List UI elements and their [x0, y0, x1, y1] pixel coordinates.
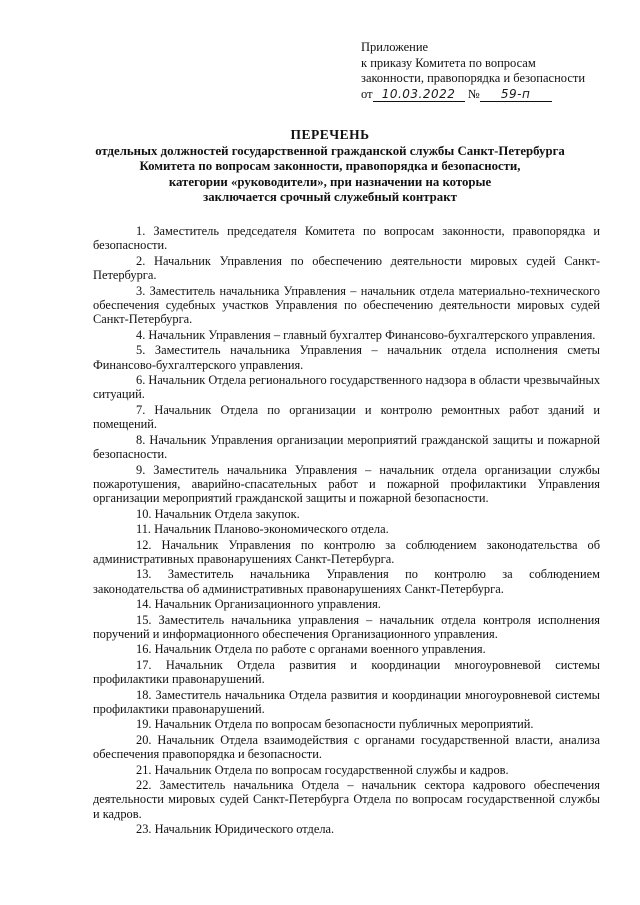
list-item: 16. Начальник Отдела по работе с органами военного управления. [136, 642, 486, 657]
list-item: 4. Начальник Управления – главный бухгалтер Финансово-бухгалтерского управления. [136, 327, 596, 342]
list-item: 17. Начальник Отдела развития и координации многоуровневой системы профилактики правонарушений. [93, 657, 600, 687]
title-line-3: категории «руководители», при назначении на которые [168, 174, 492, 189]
list-item: 8. Начальник Управления организации мероприятий гражданской защиты и пожарной безопасности. [93, 432, 600, 462]
list-item: 10. Начальник Отдела закупок. [136, 506, 300, 521]
number-sign: № [467, 86, 480, 101]
appendix-committee-ref: законности, правопорядка и безопасности [361, 71, 586, 85]
list-item: 18. Заместитель начальника Отдела развития и координации многоуровневой системы профилактики правонарушений. [93, 687, 600, 716]
appendix-header [361, 40, 611, 102]
list-item: 21. Начальник Отдела по вопросам государственной службы и кадров. [136, 762, 509, 777]
list-item: 22. Заместитель начальника Отдела – начальник сектора кадрового обеспечения деятельности мировых судей Санкт-Петербурга Отдела по вопросам государственной службы и кадров. [93, 778, 600, 821]
list-item: 1. Заместитель председателя Комитета по вопросам законности, правопорядка и безопасности. [93, 224, 600, 253]
title-line-2: Комитета по вопросам законности, правопорядка и безопасности, [139, 159, 521, 174]
list-item: 6. Начальник Отдела регионального государственного надзора в области чрезвычайных ситуаций. [93, 373, 601, 402]
list-item: 11. Начальник Планово-экономического отдела. [136, 522, 389, 537]
list-item: 15. Заместитель начальника управления – начальник отдела контроля исполнения поручений и информационного обеспечения Организационного управления. [93, 612, 600, 641]
appendix-order-ref: к приказу Комитета по вопросам [361, 55, 536, 70]
list-item: 9. Заместитель начальника Управления – начальник отдела организации службы пожаротушения, аварийно-спасательных работ и пожарной профилактики Управления организации мероприятий гражданской защиты и пожарной безопасности. [93, 462, 600, 506]
title-line-1: отдельных должностей государственной гражданской службы Санкт-Петербурга [95, 144, 565, 159]
list-item: 2. Начальник Управления по обеспечению деятельности мировых судей Санкт-Петербурга. [93, 253, 600, 283]
list-item: 14. Начальник Организационного управления. [136, 597, 381, 612]
document-title: ПЕРЕЧЕНЬ [290, 127, 370, 142]
appendix-label: Приложение [361, 40, 429, 54]
list-item: 20. Начальник Отдела взаимодействия с органами государственной власти, анализа обеспечения правопорядка и безопасности. [93, 732, 600, 762]
title-line-4: заключается срочный служебный контракт [203, 189, 457, 204]
document-title-block [80, 127, 580, 205]
order-date-number-line [361, 87, 611, 103]
list-item: 13. Заместитель начальника Управления по контролю за соблюдением законодательства об административных правонарушениях Санкт-Петербурга. [93, 567, 600, 596]
list-item: 7. Начальник Отдела по организации и контролю ремонтных работ зданий и помещений. [93, 402, 600, 432]
date-prefix: от [361, 86, 373, 101]
list-item: 23. Начальник Юридического отдела. [136, 822, 335, 837]
list-item: 19. Начальник Отдела по вопросам безопасности публичных мероприятий. [136, 717, 534, 732]
handwritten-order-number: 59-п [480, 88, 552, 102]
list-item: 3. Заместитель начальника Управления – начальник отдела материально-технического обеспечения судебных участков Управления по обеспечению деятельности мировых судей Санкт-Петербурга. [93, 283, 600, 327]
list-item: 12. Начальник Управления по контролю за соблюдением законодательства об административных правонарушениях Санкт-Петербурга. [93, 537, 600, 566]
list-item: 5. Заместитель начальника Управления – начальник отдела исполнения сметы Финансово-бухгалтерского управления. [93, 343, 600, 372]
positions-list [93, 224, 600, 837]
handwritten-date: 10.03.2022 [373, 88, 465, 102]
